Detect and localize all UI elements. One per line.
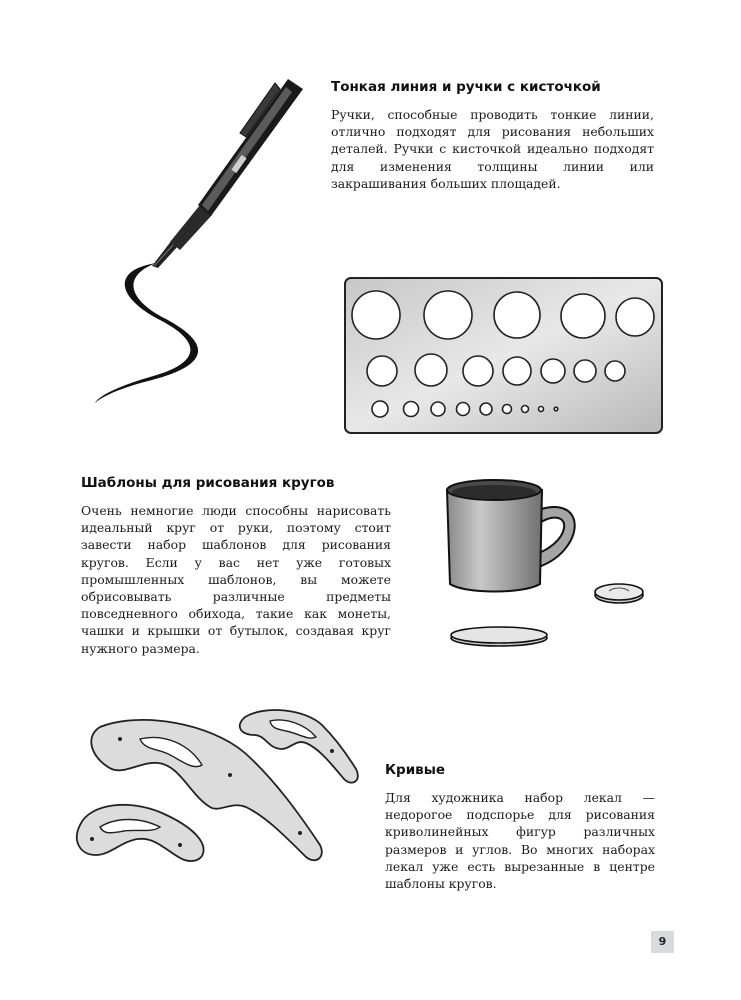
pens-section xyxy=(331,79,654,192)
curves-heading: Кривые xyxy=(385,762,446,778)
pens-text: Ручки, способные проводить тонкие линии, отлично подходят для рисования небольших деталей. Ручки с кисточкой идеально подходят для изменения толщины линии или закрашивания больших площадей. xyxy=(331,107,654,191)
circles-text: Очень немногие люди способны нарисовать идеальный круг от руки, поэтому стоит завести набор шаблонов для рисования кругов. Если у вас нет уже готовых промышленных шаблонов, вы можете обрисовывать различные предметы повседневного обихода, такие как монеты, чашки и крышки от бутылок, создавая круг нужного размера. xyxy=(81,503,391,656)
page-number: 9 xyxy=(651,931,674,953)
circle-template-illustration xyxy=(342,275,667,440)
curves-section xyxy=(385,762,655,892)
mug-coin-lid-illustration xyxy=(430,470,660,650)
french-curves-illustration xyxy=(70,705,370,880)
pen-illustration xyxy=(90,65,310,415)
pens-heading: Тонкая линия и ручки с кисточкой xyxy=(331,79,601,95)
curves-text: Для художника набор лекал — недорогое подспорье для рисования криволинейных фигур различных размеров и углов. Во многих наборах лекал уже есть вырезанные в центре шаблоны кругов. xyxy=(385,790,655,892)
circles-section xyxy=(81,475,391,657)
circles-heading: Шаблоны для рисования кругов xyxy=(81,475,335,491)
